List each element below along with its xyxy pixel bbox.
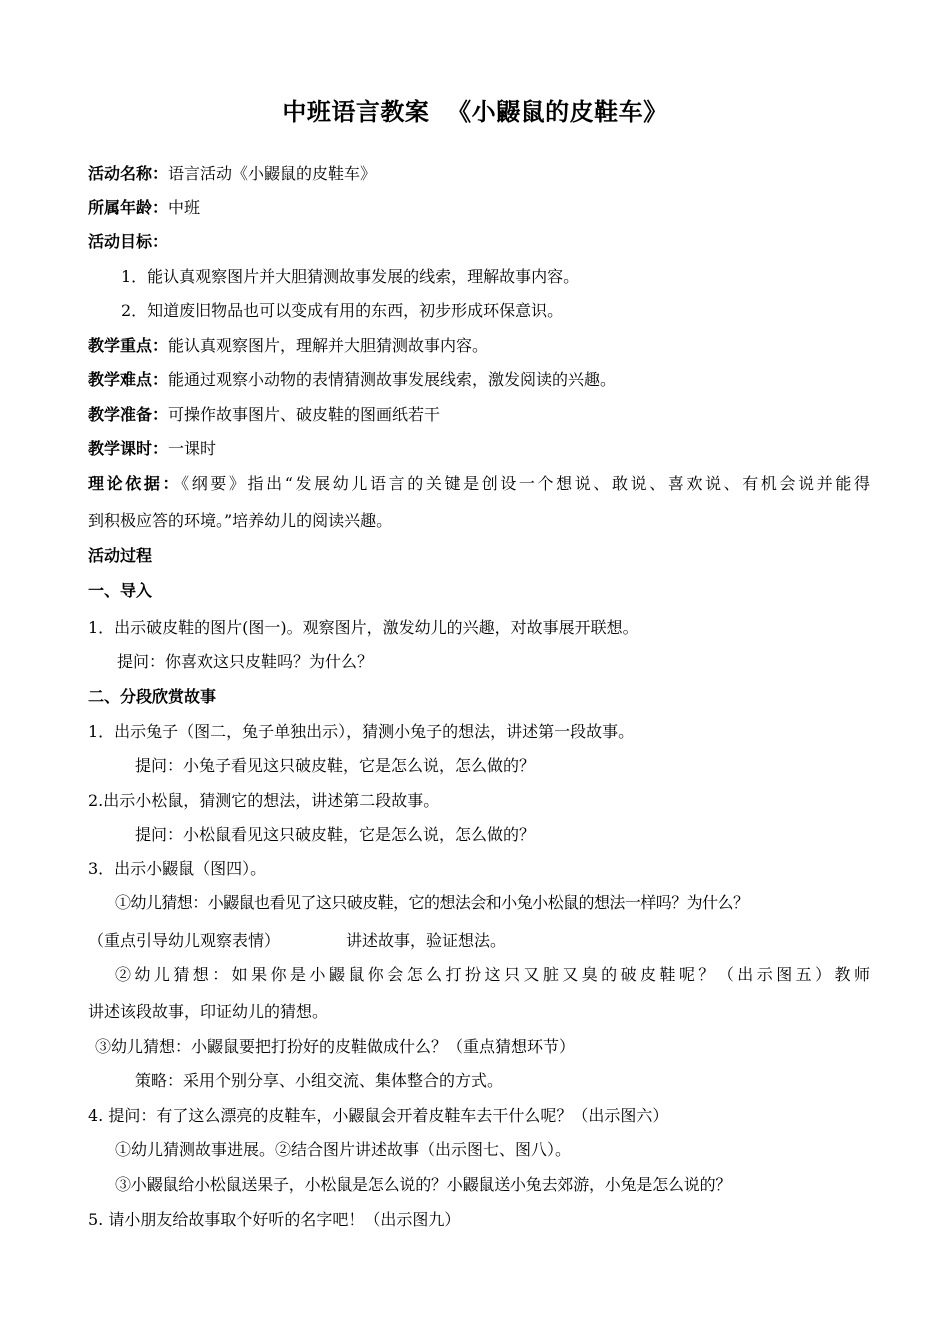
- section1-question-1: 提问：你喜欢这只皮鞋吗？为什么？: [117, 652, 374, 671]
- preparation-value: 可操作故事图片、破皮鞋的图画纸若干: [168, 405, 441, 424]
- goals-label: 活动目标：: [88, 232, 169, 251]
- section2-item-4: 4. 提问：有了这么漂亮的皮鞋车，小鼹鼠会开着皮鞋车去干什么呢？（出示图六）: [88, 1106, 669, 1125]
- guess-1-note-tail: 讲述故事，验证想法。: [346, 931, 507, 950]
- section1-item-1: 1．出示破皮鞋的图片(图一)。观察图片，激发幼儿的兴趣，对故事展开联想。: [88, 618, 639, 637]
- preparation-row: [88, 404, 440, 426]
- age-label: 所属年龄：: [88, 198, 169, 217]
- guess-3: ③幼儿猜想：小鼹鼠要把打扮好的皮鞋做成什么？（重点猜想环节）: [95, 1037, 576, 1056]
- theory-label: 理论依据：: [88, 474, 182, 493]
- goal-item-1: 1．能认真观察图片并大胆猜测故事发展的线索，理解故事内容。: [121, 267, 580, 286]
- item-4-sub-1: ①幼儿猜测故事进展。②结合图片讲述故事（出示图七、图八）。: [115, 1140, 572, 1159]
- difficulty-label: 教学难点：: [88, 370, 169, 389]
- activity-name-row: [88, 163, 376, 185]
- activity-name-label: 活动名称：: [88, 164, 169, 183]
- hours-value: 一课时: [168, 439, 217, 458]
- section2-item-1: 1．出示兔子（图二，兔子单独出示），猜测小兔子的想法，讲述第一段故事。: [88, 722, 635, 741]
- difficulty-value: 能通过观察小动物的表情猜测故事发展线索，激发阅读的兴趣。: [168, 370, 617, 389]
- section2-item-2: 2.出示小松鼠，猜测它的想法，讲述第二段故事。: [88, 791, 440, 810]
- age-row: [88, 197, 200, 219]
- guess-2: ②幼儿猜想：如果你是小鼹鼠你会怎么打扮这只又脏又臭的破皮鞋呢？（出示图五）教师: [115, 965, 870, 984]
- strategy: 策略：采用个别分享、小组交流、集体整合的方式。: [135, 1071, 504, 1090]
- section2-question-2: 提问：小松鼠看见这只破皮鞋，它是怎么说，怎么做的？: [135, 825, 536, 844]
- page-title: 中班语言教案 《小鼹鼠的皮鞋车》: [282, 98, 668, 126]
- key-point-row: [88, 335, 488, 357]
- process-heading: 活动过程: [88, 546, 153, 565]
- section2-question-1: 提问：小兔子看见这只破皮鞋，它是怎么说，怎么做的？: [135, 756, 536, 775]
- section1-heading: 一、导入: [88, 581, 153, 600]
- guess-1: ①幼儿猜想：小鼹鼠也看见了这只破皮鞋，它的想法会和小兔小松鼠的想法一样吗？为什么？: [115, 893, 749, 912]
- theory-value-line2: 到积极应答的环境。”培养幼儿的阅读兴趣。: [88, 511, 393, 530]
- hours-label: 教学课时：: [88, 439, 169, 458]
- guess-1-note: （重点引导幼儿观察表情）: [88, 931, 281, 950]
- activity-name-value: 语言活动《小鼹鼠的皮鞋车》: [168, 164, 377, 183]
- hours-row: [88, 438, 216, 460]
- difficulty-row: [88, 369, 616, 391]
- theory-value-line1: 《纲要》指出“发展幼儿语言的关键是创设一个想说、敢说、喜欢说、有机会说并能得: [181, 474, 870, 493]
- key-point-label: 教学重点：: [88, 336, 169, 355]
- section2-item-3: 3．出示小鼹鼠（图四）。: [88, 859, 267, 878]
- goal-item-2: 2．知道废旧物品也可以变成有用的东西，初步形成环保意识。: [121, 301, 564, 320]
- theory-row: [88, 473, 870, 495]
- section2-item-5: 5. 请小朋友给故事取个好听的名字吧！（出示图九）: [88, 1210, 461, 1229]
- goals-row: [88, 231, 168, 253]
- preparation-label: 教学准备：: [88, 405, 169, 424]
- age-value: 中班: [168, 198, 201, 217]
- item-4-sub-2: ③小鼹鼠给小松鼠送果子，小松鼠是怎么说的？小鼹鼠送小兔去郊游，小兔是怎么说的？: [115, 1175, 732, 1194]
- key-point-value: 能认真观察图片，理解并大胆猜测故事内容。: [168, 336, 489, 355]
- guess-2-tail: 讲述该段故事，印证幼儿的猜想。: [88, 1002, 329, 1021]
- section2-heading: 二、分段欣赏故事: [88, 687, 217, 706]
- guess-1-note-row: [88, 930, 506, 952]
